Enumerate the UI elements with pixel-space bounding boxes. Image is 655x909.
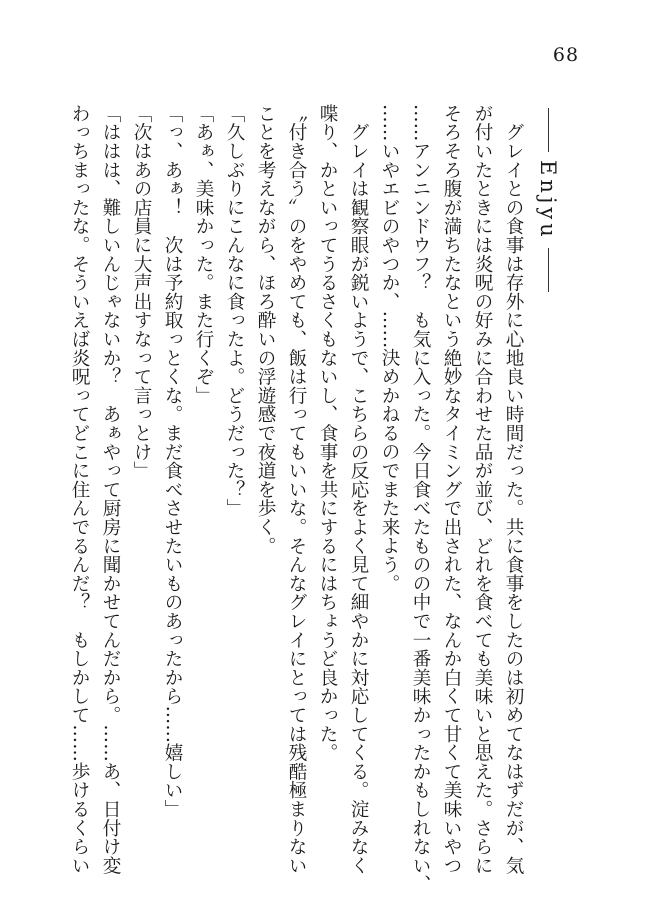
text-line: が付いたときには炎呪の好みに合わせた品が並び、どれを食べても美味いと思えた。さらに (472, 104, 493, 875)
running-head-rule-bottom (548, 248, 549, 292)
text-line: 喋り、かといってうるさくもないし、食事を共にするにはちょうど良かった。 (317, 104, 338, 762)
page-number: 68 (552, 44, 580, 66)
running-head-title: Enjyu (536, 159, 560, 241)
text-line: グレイとの食事は存外に心地良い時間だった。共に食事をしたのは初めてなはずだが、気 (503, 104, 524, 875)
text-line: 「久しぶりにこんなに食ったよ。どうだった？」 (224, 104, 245, 518)
text-line: グレイは観察眼が鋭いようで、こちらの反応をよく見て細やかに対応してくる。淀みなく (348, 104, 369, 875)
text-line: 「あぁ、美味かった。また行くぞ」 (193, 104, 214, 405)
text-line: 「次はあの店員に大声出すなって言っとけ」 (131, 104, 152, 480)
text-line: ことを考えながら、ほろ酔いの浮遊感で夜道を歩く。 (255, 104, 276, 556)
text-line: ……アンニンドウフ？ も気に入った。今日食べたものの中で一番美味かったかもしれない、 (410, 104, 431, 894)
text-line: ……いやエビのやつか、……決めかねるのでまた来よう。 (379, 104, 400, 593)
running-head (533, 105, 563, 295)
text-line: 「ははは、難しいんじゃないか？ あぁやって厨房に聞かせてんだから。……あ、日付け変 (100, 104, 121, 875)
running-head-rule-top (548, 108, 549, 152)
text-line: そろそろ腹が満ちたなという絶妙なタイミングで出された、なんか白くて甘くて美味いやつ (441, 104, 462, 875)
text-line: わっちまったな。そういえば炎呪ってどこに住んでるんだ？ もしかして……歩けるくらい (69, 104, 90, 875)
text-line: 〝付き合う〟のをやめても、飯は行ってもいいな。そんなグレイにとっては残酷極まりない (286, 104, 307, 875)
text-line: 「っ、あぁ！ 次は予約取っとくな。まだ食べさせたいものあったから……嬉しい」 (162, 104, 183, 819)
body-text (64, 104, 529, 894)
